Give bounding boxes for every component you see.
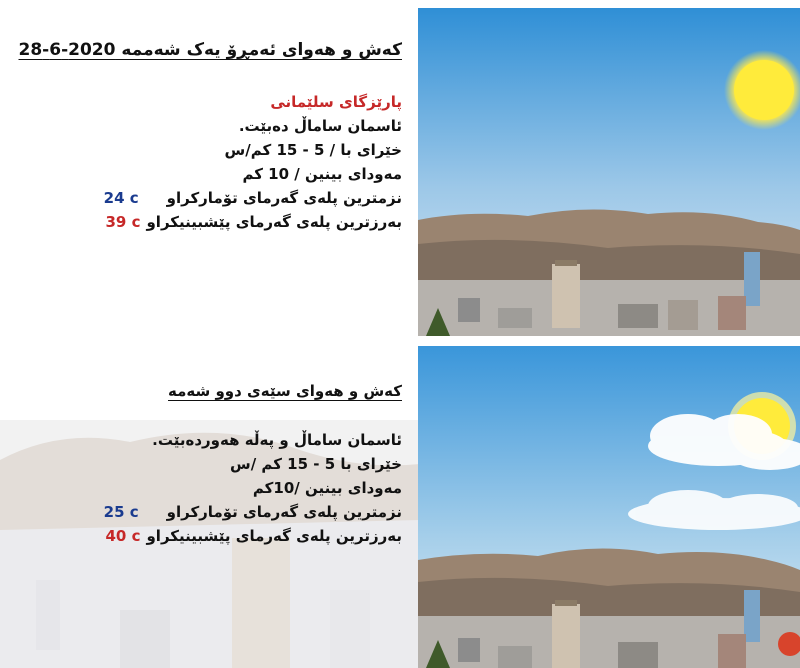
max-temperature-row [104, 524, 402, 548]
min-temperature-row [19, 186, 403, 210]
min-temperature-row [104, 500, 402, 524]
min-temperature-value: 24 c [103, 189, 139, 207]
visibility: مەودای بینین / 10 کم [242, 165, 402, 183]
max-temperature-label: بەرزترین پلەی گەرمای پێشبینیکراو [146, 213, 402, 231]
max-temperature-label: بەرزترین پلەی گەرمای پێشبینیکراو [146, 527, 402, 545]
min-temperature-value: 25 c [103, 503, 139, 521]
forecast-today [19, 40, 403, 234]
wind-speed: خێرای با 5 - 15 کم /س [230, 455, 402, 473]
wind-speed: خێرای با / 5 - 15 کم/س [224, 141, 402, 159]
min-temperature-label: نزمترین پلەی گەرمای تۆمارکراو [166, 189, 402, 207]
weather-photo-top [418, 8, 800, 336]
weather-photo-bottom [418, 346, 800, 668]
sky-condition: ئاسمان ساماڵ و پەڵە هەوردەبێت. [152, 431, 402, 449]
region-label: پارێزگای سلێمانی [270, 93, 402, 111]
visibility: مەودای بینین /10کم [252, 479, 402, 497]
max-temperature-row [19, 210, 403, 234]
sky-condition: ئاسمان ساماڵ دەبێت. [238, 117, 402, 135]
max-temperature-value: 39 c [105, 213, 141, 231]
max-temperature-value: 40 c [105, 527, 141, 545]
forecast-tomorrow-title: کەش و هەوای سێەی دوو شەمە [168, 382, 402, 400]
forecast-today-title: کەش و هەوای ئەمڕۆ یەک شەممە 2020-6-28 [18, 40, 402, 60]
forecast-tomorrow [104, 382, 402, 548]
min-temperature-label: نزمترین پلەی گەرمای تۆمارکراو [166, 503, 402, 521]
